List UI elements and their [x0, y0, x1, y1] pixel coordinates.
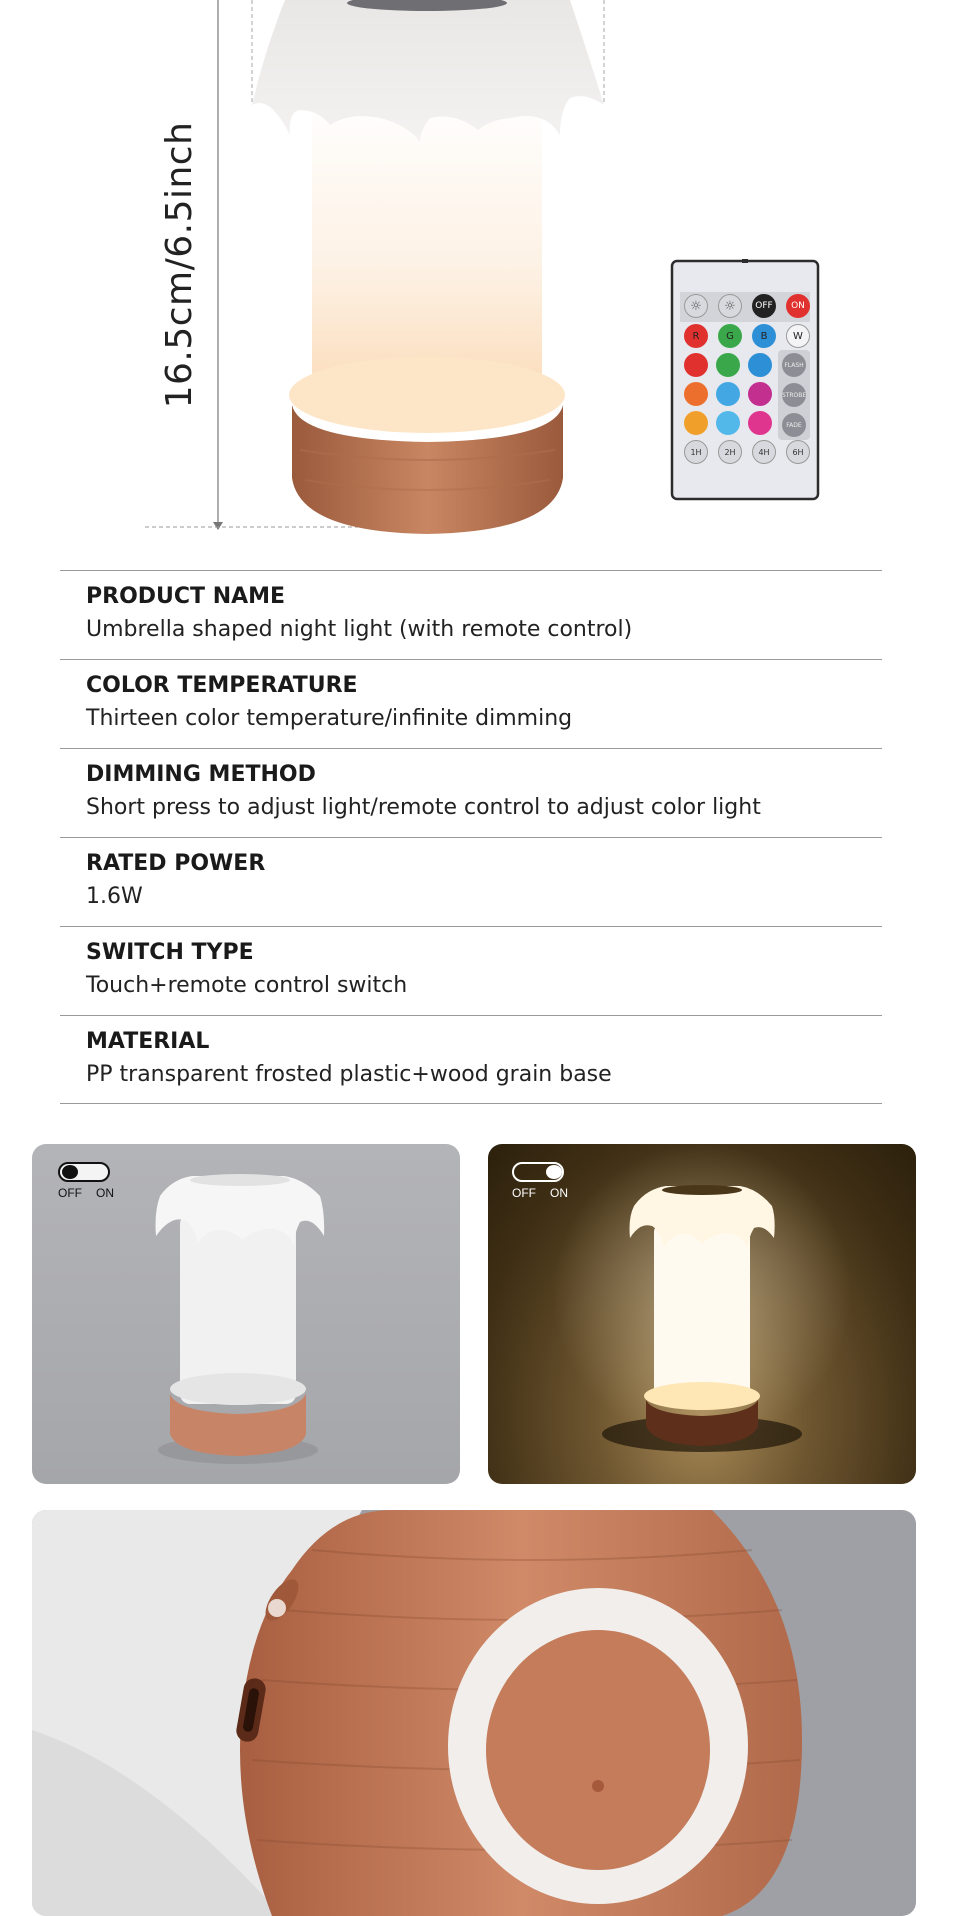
lamp-off-photo: [32, 1144, 460, 1484]
remote-g-button: G: [718, 324, 742, 348]
base-closeup-illustration: [32, 1510, 916, 1916]
brightness-up-icon: ☼: [684, 294, 708, 318]
dimension-label: [150, 120, 230, 410]
remote-color-button: [684, 353, 708, 377]
remote-flash-button: FLASH: [782, 353, 806, 377]
spec-row-product-name: [60, 570, 882, 659]
lamp-illustration: [0, 0, 958, 540]
remote-timer-button: 2H: [718, 440, 742, 464]
spec-table: [60, 570, 882, 1104]
spec-title: DIMMING METHOD: [86, 762, 316, 787]
remote-timer-button: 6H: [786, 440, 810, 464]
spec-row-rated-power: [60, 837, 882, 926]
off-label: OFF: [58, 1186, 82, 1200]
spec-row-color-temperature: [60, 659, 882, 748]
spec-title: PRODUCT NAME: [86, 584, 286, 609]
remote-timer-button: 1H: [684, 440, 708, 464]
spec-row-switch-type: [60, 926, 882, 1015]
remote-b-button: B: [752, 324, 776, 348]
spec-title: SWITCH TYPE: [86, 940, 254, 965]
remote-buttons: [684, 294, 810, 464]
spec-value: Umbrella shaped night light (with remote control): [86, 617, 633, 642]
on-label: ON: [550, 1186, 568, 1200]
spec-value: PP transparent frosted plastic+wood grain base: [86, 1062, 612, 1087]
remote-off-button: OFF: [752, 294, 776, 318]
on-label: ON: [96, 1186, 114, 1200]
remote-color-button: [748, 411, 772, 435]
remote-color-button: [716, 411, 740, 435]
spec-title: RATED POWER: [86, 851, 266, 876]
spec-value: Touch+remote control switch: [86, 973, 408, 998]
remote-fade-button: FADE: [782, 413, 806, 437]
lamp-on-photo: [488, 1144, 916, 1484]
remote-w-button: W: [786, 324, 810, 348]
remote-on-button: ON: [786, 294, 810, 318]
spec-value: Thirteen color temperature/infinite dimming: [86, 706, 573, 731]
remote-r-button: R: [684, 324, 708, 348]
spec-title: MATERIAL: [86, 1029, 210, 1054]
off-label: OFF: [512, 1186, 536, 1200]
remote-color-button: [684, 411, 708, 435]
brightness-down-icon: ☼: [718, 294, 742, 318]
remote-color-button: [748, 382, 772, 406]
remote-timer-button: 4H: [752, 440, 776, 464]
remote-color-button: [684, 382, 708, 406]
remote-color-button: [716, 382, 740, 406]
hero-section: [0, 0, 958, 540]
remote-strobe-button: STROBE: [782, 383, 806, 407]
lamp-on-illustration: [488, 1144, 916, 1484]
lamp-off-illustration: [32, 1144, 460, 1484]
spec-row-dimming-method: [60, 748, 882, 837]
remote-color-button: [716, 353, 740, 377]
spec-title: COLOR TEMPERATURE: [86, 673, 358, 698]
height-dimension-text: 16.5cm/6.5inch: [159, 121, 200, 409]
spec-value: Short press to adjust light/remote control to adjust color light: [86, 795, 761, 820]
spec-row-material: [60, 1015, 882, 1104]
spec-value: 1.6W: [86, 884, 143, 909]
base-closeup-photo: [32, 1510, 916, 1916]
remote-color-button: [748, 353, 772, 377]
